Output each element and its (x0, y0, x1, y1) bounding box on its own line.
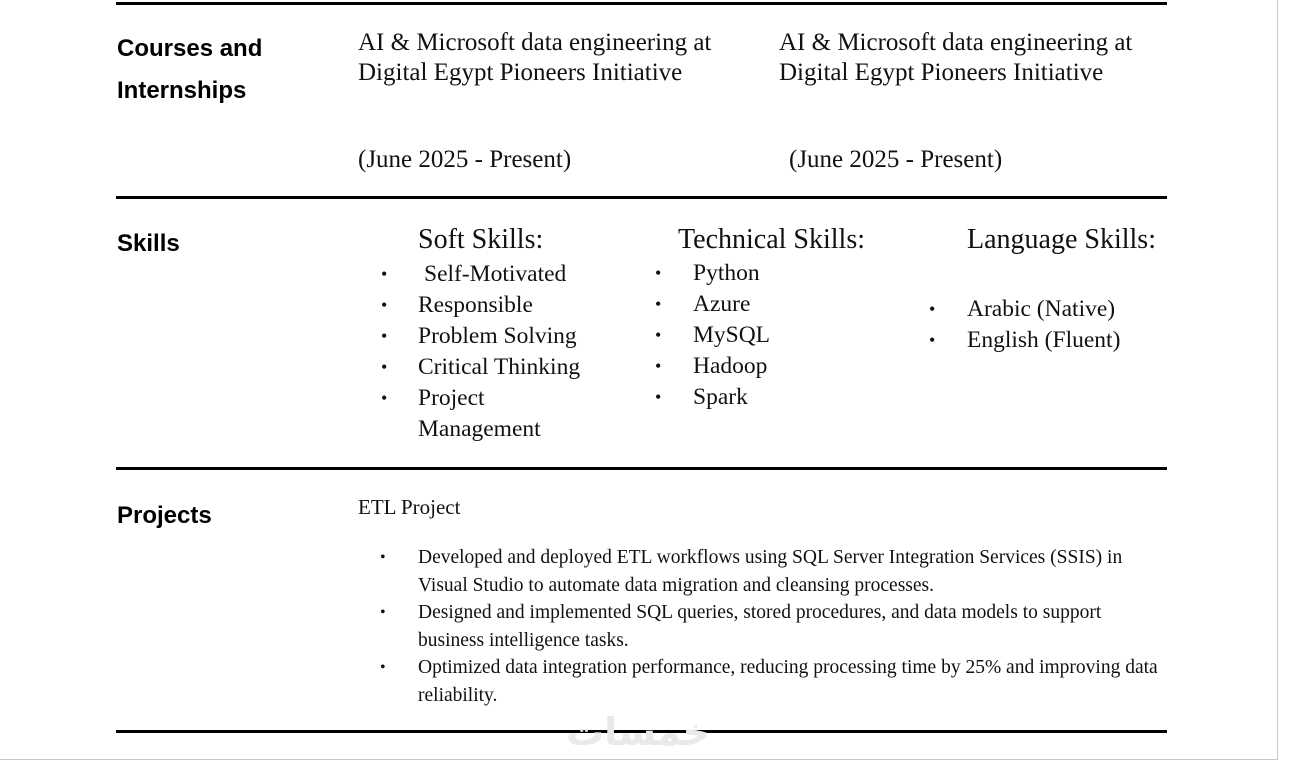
bullet-icon: • (381, 264, 388, 284)
list-item: • English (Fluent) (967, 325, 1167, 356)
bullet-icon: • (655, 263, 662, 283)
list-item: • Project Management (381, 385, 541, 442)
soft-skills-list (381, 259, 618, 445)
bullet-icon: • (380, 604, 386, 621)
bullet-icon: • (381, 326, 388, 346)
section-divider-top (116, 2, 1167, 5)
list-item: • Python (693, 258, 893, 289)
list-item: • Optimized data integration performance, reducing processing time by 25% and improving data reliability. (380, 654, 1160, 709)
bullet-icon: • (929, 299, 936, 319)
list-item: • Responsible (418, 290, 618, 321)
bullet-icon: • (381, 388, 388, 408)
list-item: • Azure (693, 289, 893, 320)
courses-label-line1: Courses and (117, 35, 263, 62)
course-entry-1-date: (June 2025 - Present) (358, 146, 572, 173)
list-item: • Spark (693, 382, 893, 413)
list-item: • Problem Solving (418, 321, 618, 352)
section-divider-skills-projects (116, 467, 1167, 470)
list-item: • MySQL (693, 320, 893, 351)
bullet-icon: • (381, 295, 388, 315)
courses-label-line2: Internships (117, 77, 247, 104)
bullet-icon: • (655, 356, 662, 376)
bullet-icon: • (381, 357, 388, 377)
watermark-logo: خمسات (566, 710, 710, 754)
bullet-icon: • (655, 294, 662, 314)
soft-skills-heading: Soft Skills: (418, 224, 544, 255)
list-item: • Developed and deployed ETL workflows using SQL Server Integration Services (SSIS) in Visual Studio to automate data migration and cleansing processes. (380, 544, 1160, 599)
list-item: • Critical Thinking (418, 352, 618, 383)
course-entry-1-title: AI & Microsoft data engineering at Digital Egypt Pioneers Initiative (358, 29, 712, 86)
technical-skills-list (655, 258, 893, 413)
courses-section-label (117, 28, 262, 112)
bullet-icon: • (380, 659, 386, 676)
language-skills-list (929, 294, 1167, 356)
language-skills-heading: Language Skills: (967, 224, 1156, 255)
technical-skills-heading: Technical Skills: (678, 224, 866, 255)
list-item: • Self-Motivated (418, 259, 618, 290)
projects-section-label: Projects (117, 502, 212, 529)
project-bullets (380, 544, 1160, 709)
course-entry-2-title: AI & Microsoft data engineering at Digital Egypt Pioneers Initiative (779, 29, 1133, 86)
list-item: • Arabic (Native) (967, 294, 1167, 325)
bullet-icon: • (655, 387, 662, 407)
bullet-icon: • (929, 330, 936, 350)
project-title: ETL Project (358, 495, 461, 519)
course-entry-2-date: (June 2025 - Present) (789, 146, 1003, 173)
list-item: • Designed and implemented SQL queries, stored procedures, and data models to support business intelligence tasks. (380, 599, 1160, 654)
bullet-icon: • (380, 549, 386, 566)
section-divider-courses-skills (116, 196, 1167, 199)
bullet-icon: • (655, 325, 662, 345)
skills-section-label: Skills (117, 230, 180, 257)
list-item: • Hadoop (693, 351, 893, 382)
